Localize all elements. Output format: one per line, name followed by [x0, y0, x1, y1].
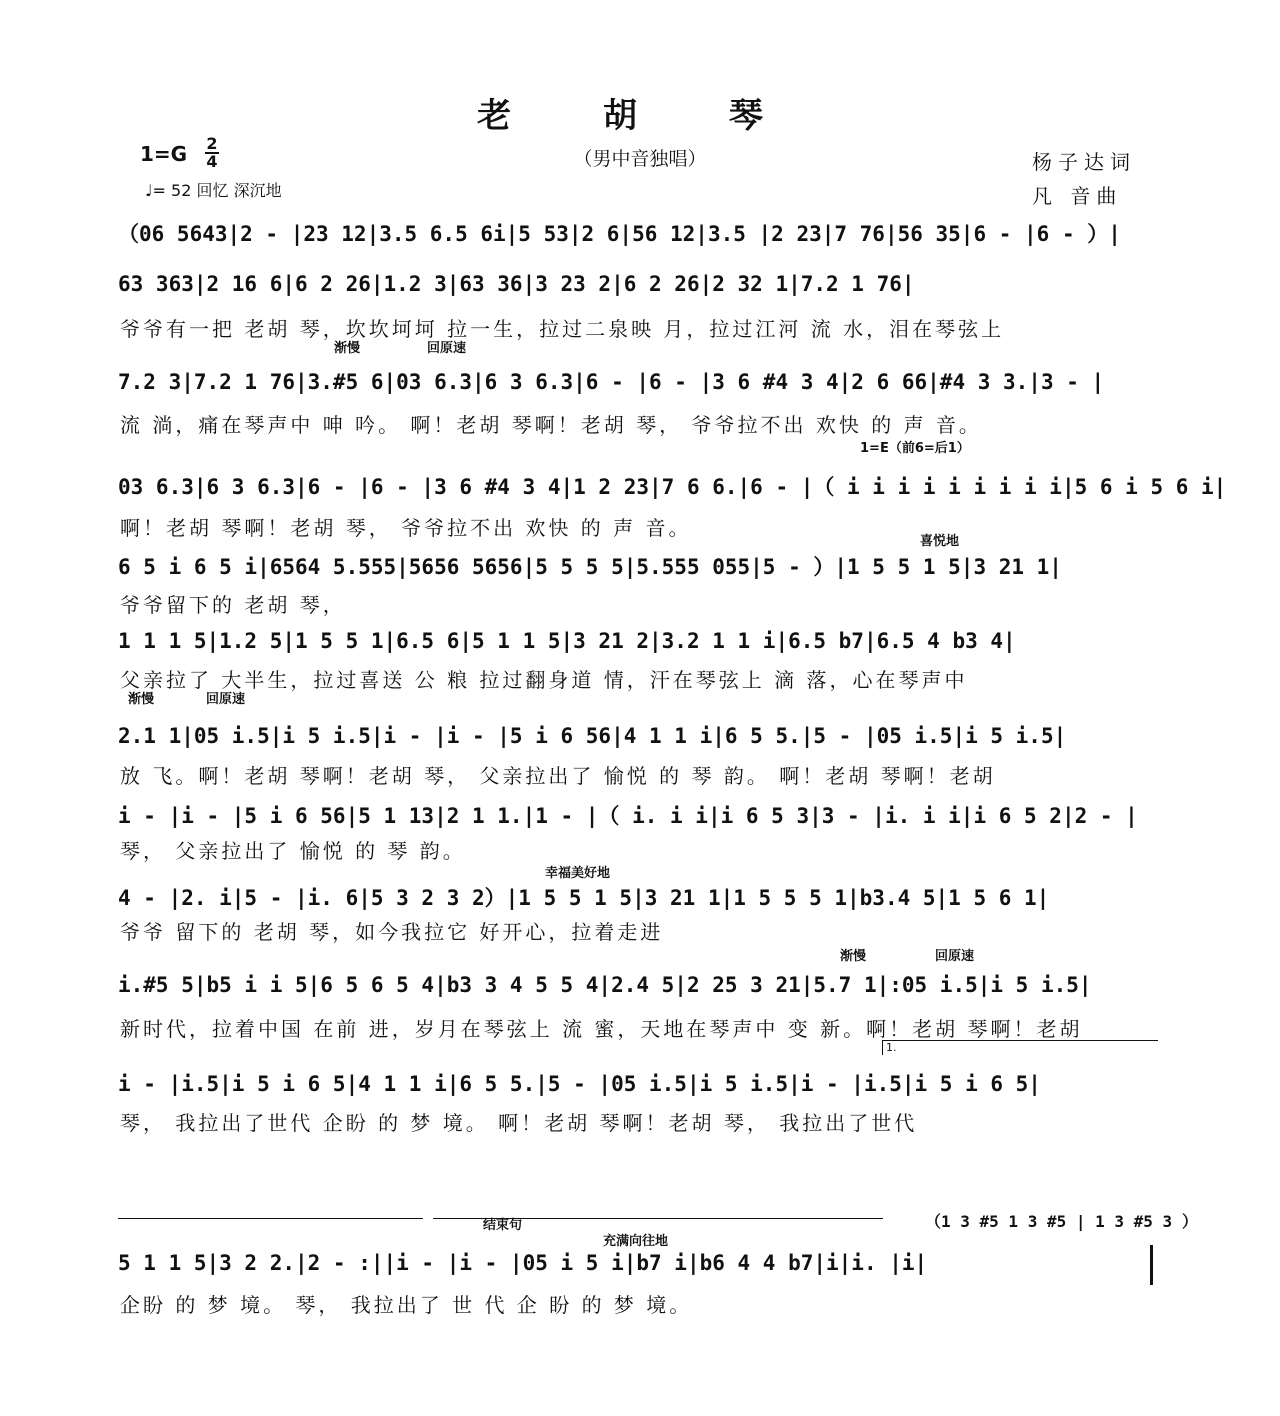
final-barline [1150, 1245, 1153, 1285]
lyrics-row: 爷爷留下的 老胡 琴， [120, 593, 346, 617]
cadenza-notation: （1 3 #5 1 3 #5 | 1 3 #5 3 ） [925, 1212, 1198, 1231]
key-signature: 1=G [140, 142, 188, 166]
subtitle: （男中音独唱） [573, 148, 707, 170]
notation-row: i - |i - |5 i 6 56|5 1 13|2 1 1.|1 - |（ i. i i|i 6 5 3|3 - |i. i i|i 6 5 2|2 - | [118, 804, 1138, 828]
lyrics-row: 放 飞。啊！老胡 琴啊！老胡 琴， 父亲拉出了 愉悦 的 琴 韵。 啊！老胡 琴啊！老胡 [120, 764, 996, 788]
staff-line [433, 1218, 883, 1219]
notation-row: （06 5643|2 - |23 12|3.5 6.5 6i|5 53|2 6|56 12|3.5 |2 23|7 76|56 35|6 - |6 - ）| [118, 222, 1121, 246]
volta-bracket: 1. [882, 1040, 1158, 1055]
lyrics-row: 流 淌，痛在琴声中 呻 吟。 啊！老胡 琴啊！老胡 琴， 爷爷拉不出 欢快 的 声 音。 [120, 413, 982, 437]
notation-row: 5 1 1 5|3 2 2.|2 - :||i - |i - |05 i 5 i|b7 i|b6 4 4 b7|i|i. |i| [118, 1251, 928, 1275]
annotation-return: 回原速 [427, 341, 467, 356]
notation-row: 4 - |2. i|5 - |i. 6|5 3 2 3 2）|1 5 5 1 5|3 21 1|1 5 5 5 1|b3.4 5|1 5 6 1| [118, 886, 1050, 910]
lyrics-row: 企盼 的 梦 境。 琴， 我拉出了 世 代 企 盼 的 梦 境。 [120, 1293, 693, 1317]
notation-row: i.#5 5|b5 i i 5|6 5 6 5 4|b3 3 4 5 5 4|2.4 5|2 25 3 21|5.7 1|:05 i.5|i 5 i.5| [118, 973, 1092, 997]
lyrics-row: 爷爷有一把 老胡 琴，坎坎坷坷 拉一生，拉过二泉映 月，拉过江河 流 水，泪在琴弦上 [120, 317, 1005, 341]
notation-row: 1 1 1 5|1.2 5|1 5 5 1|6.5 6|5 1 1 5|3 21 2|3.2 1 1 i|6.5 b7|6.5 4 b3 4| [118, 629, 1016, 653]
tempo-marking: ♩= 52 回忆 深沉地 [145, 181, 282, 200]
staff-line [118, 1218, 423, 1219]
notation-row: 03 6.3|6 3 6.3|6 - |6 - |3 6 #4 3 4|1 2 23|7 6 6.|6 - |（ i i i i i i i i i|5 6 i 5 6 i| [118, 475, 1227, 499]
annotation-joyful: 喜悦地 [920, 534, 960, 549]
notation-row: i - |i.5|i 5 i 6 5|4 1 1 i|6 5 5.|5 - |05 i.5|i 5 i.5|i - |i.5|i 5 i 6 5| [118, 1072, 1041, 1096]
meter-denominator: 4 [206, 152, 218, 171]
notation-row: 7.2 3|7.2 1 76|3.#5 6|03 6.3|6 3 6.3|6 - |6 - |3 6 #4 3 4|2 6 66|#4 3 3.|3 - | [118, 370, 1105, 394]
lyrics-row: 琴， 父亲拉出了 愉悦 的 琴 韵。 [120, 839, 466, 863]
lyrics-row: 琴， 我拉出了世代 企盼 的 梦 境。 啊！老胡 琴啊！老胡 琴， 我拉出了世代 [120, 1111, 918, 1135]
lyricist: 杨子达词 [1032, 150, 1136, 174]
composer: 凡 音曲 [1032, 184, 1123, 208]
notation-row: 6 5 i 6 5 i|6564 5.555|5656 5656|5 5 5 5|5.555 055|5 - ）|1 5 5 1 5|3 21 1| [118, 555, 1062, 579]
annotation-longing: 充满向往地 [603, 1234, 669, 1249]
lyrics-row: 新时代，拉着中国 在前 进，岁月在琴弦上 流 蜜，天地在琴声中 变 新。啊！老胡 琴啊！老胡 [120, 1017, 1083, 1041]
lyrics-row: 啊！老胡 琴啊！老胡 琴， 爷爷拉不出 欢快 的 声 音。 [120, 516, 692, 540]
annotation-slow: 渐慢 [128, 692, 155, 707]
annotation-return: 回原速 [935, 949, 975, 964]
notation-row: 63 363|2 16 6|6 2 26|1.2 3|63 36|3 23 2|6 2 26|2 32 1|7.2 1 76| [118, 272, 915, 296]
annotation-return: 回原速 [206, 692, 246, 707]
song-title: 老 胡 琴 [477, 96, 803, 136]
notation-row: 2.1 1|05 i.5|i 5 i.5|i - |i - |5 i 6 56|4 1 1 i|6 5 5.|5 - |05 i.5|i 5 i.5| [118, 724, 1067, 748]
annotation-slow: 渐慢 [334, 341, 361, 356]
annotation-ending: 结束句 [483, 1218, 523, 1233]
lyrics-row: 父亲拉了 大半生，拉过喜送 公 粮 拉过翻身道 情，汗在琴弦上 滴 落，心在琴声中 [120, 668, 968, 692]
meter-numerator: 2 [206, 134, 218, 153]
lyrics-row: 爷爷 留下的 老胡 琴，如今我拉它 好开心，拉着走进 [120, 920, 664, 944]
annotation-slow: 渐慢 [840, 949, 867, 964]
annotation-happy: 幸福美好地 [545, 866, 611, 881]
annotation-modulation: 1=E（前6=后1） [860, 441, 970, 456]
